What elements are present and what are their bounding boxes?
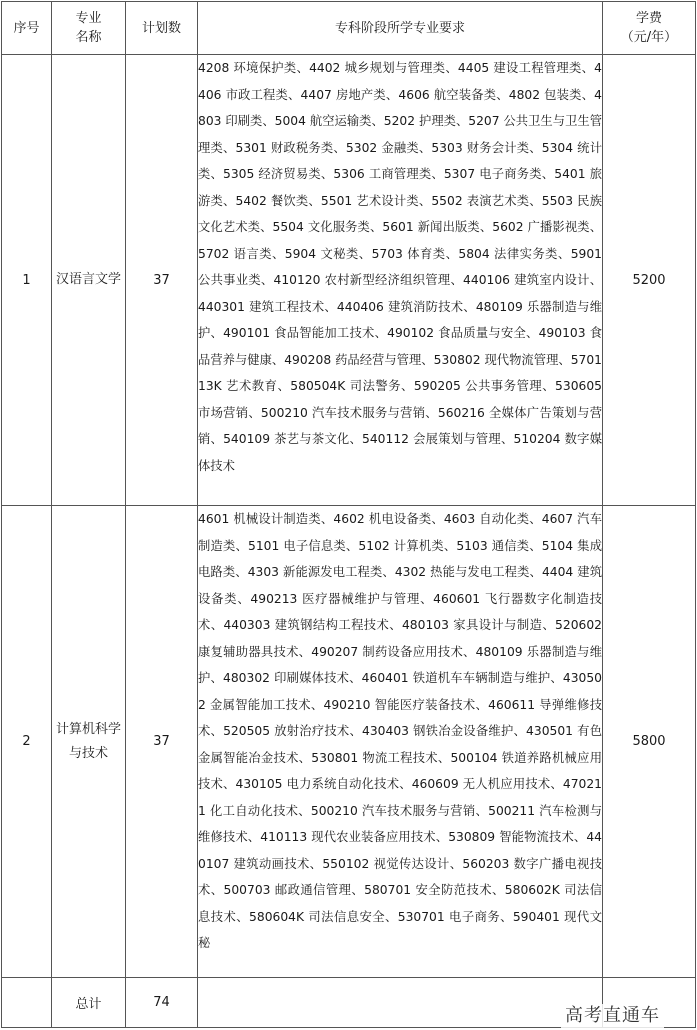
header-seq: 序号 [2,2,52,55]
row-fee: 5200 [603,55,696,506]
row-requirement: 4208 环境保护类、4402 城乡规划与管理类、4405 建设工程管理类、4406 市政工程类、4407 房地产类、4606 航空装备类、4802 包装类、4803 印刷类、5004 航空运输类、5202 护理类、5207 公共卫生与卫生管理类、5301 财政税务类、5302 金融类、5303 财务会计类、5304 统计类、5305 经济贸易类、5306 工商管理类、5307 电子商务类、5401 旅游类、5402 餐饮类、5501 艺术设计类、5502 表演艺术类、5503 民族文化艺术类、5504 文化服务类、5601 新闻出版类、5602 广播影视类、5702 语言类、5904 文秘类、5703 体育类、5804 法律实务类、5901 公共事业类、410120 农村新型经济组织管理、440106 建筑室内设计、440301 建筑工程技术、440406 建筑消防技术、480109 乐器制造与维护、490101 食品智能加工技术、490102 食品质量与安全、490103 食品营养与健康、490208 药品经营与管理、530802 现代物流管理、570113K 艺术教育、580504K 司法警务、590205 公共事务管理、530605 市场营销、500210 汽车技术服务与营销、560216 全媒体广告策划与营销、540109 茶艺与茶文化、540112 会展策划与管理、510204 数字媒体技术 [198,55,603,506]
header-plan-count: 计划数 [126,2,198,55]
row-major: 计算机科学与技术 [52,506,126,978]
header-major-name-text: 专业 名称 [75,11,102,45]
table-row [2,506,696,978]
header-major-name [52,2,126,55]
row-seq: 2 [2,506,52,978]
total-label: 总计 [52,978,126,1028]
row-requirement: 4601 机械设计制造类、4602 机电设备类、4603 自动化类、4607 汽车制造类、5101 电子信息类、5102 计算机类、5103 通信类、5104 集成电路类、4303 新能源发电工程类、4302 热能与发电工程类、4404 建筑设备类、490213 医疗器械维护与管理、460601 飞行器数字化制造技术、440303 建筑钢结构工程技术、480103 家具设计与制造、520602 康复辅助器具技术、490207 制药设备应用技术、480109 乐器制造与维护、480302 印刷媒体技术、460401 铁道机车车辆制造与维护、430502 金属智能加工技术、490210 智能医疗装备技术、460611 导弹维修技术、520505 放射治疗技术、430403 钢铁冶金设备维护、430501 有色金属智能冶金技术、530801 物流工程技术、500104 铁道养路机械应用技术、430105 电力系统自动化技术、460609 无人机应用技术、470211 化工自动化技术、500210 汽车技术服务与营销、500211 汽车检测与维修技术、410113 现代农业装备应用技术、530809 智能物流技术、440107 建筑动画技术、550102 视觉传达设计、560203 数字广播电视技术、500703 邮政通信管理、580701 安全防范技术、580602K 司法信息技术、580604K 司法信息安全、530701 电子商务、590401 现代文秘 [198,506,603,978]
row-count: 37 [126,506,198,978]
header-requirement: 专科阶段所学专业要求 [198,2,603,55]
table-header-row [2,2,696,55]
total-requirement-empty [198,978,603,1028]
header-fee [603,2,696,55]
total-count: 74 [126,978,198,1028]
row-seq: 1 [2,55,52,506]
watermark-text: 高考直通车 [561,1004,664,1028]
row-count: 37 [126,55,198,506]
header-fee-text: 学费 （元/年） [620,11,678,45]
table-row [2,55,696,506]
row-major: 汉语言文学 [52,55,126,506]
enrollment-plan-table [1,1,696,1028]
row-fee: 5800 [603,506,696,978]
total-seq-empty [2,978,52,1028]
